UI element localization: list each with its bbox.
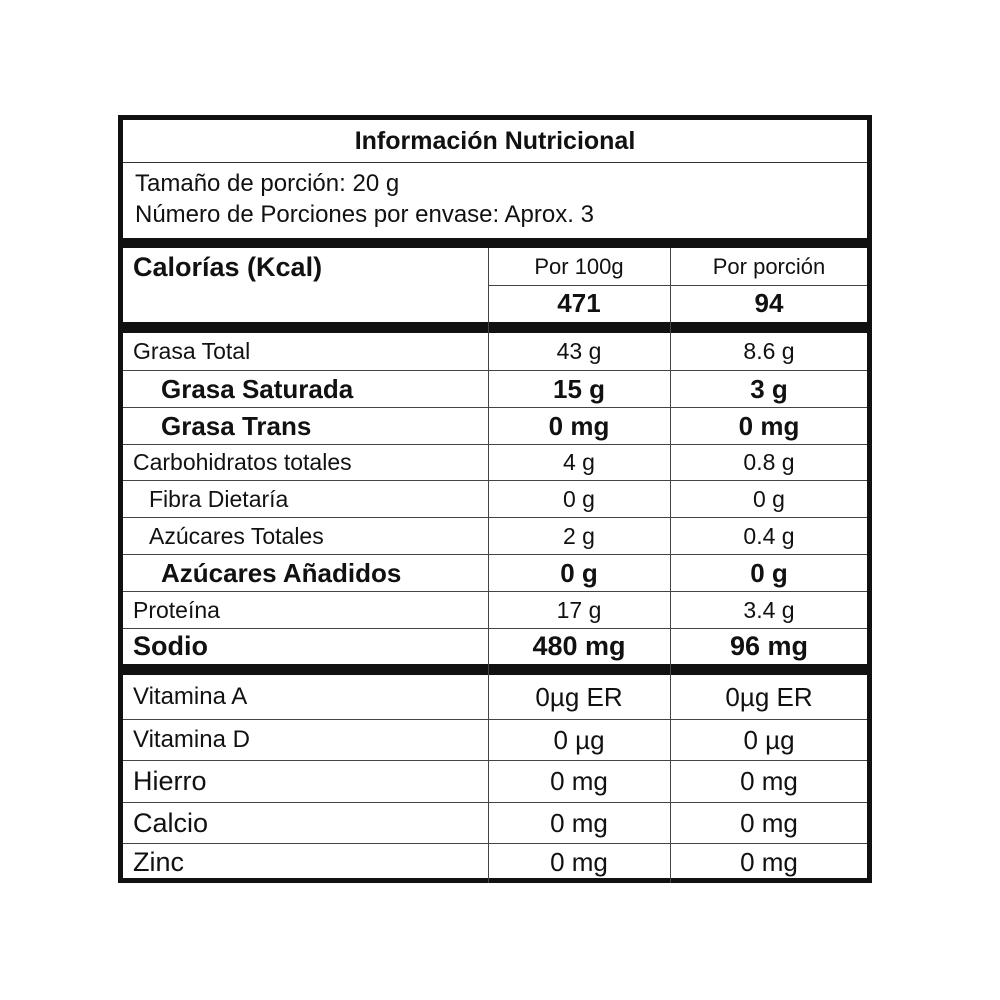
mineral-row-zinc (123, 844, 867, 880)
vitamin-per-100g: 0 µg (553, 724, 605, 755)
nutrient-row-grasa-total (123, 333, 867, 370)
calories-per-serving: 94 (754, 288, 784, 318)
mineral-row-hierro (123, 761, 867, 802)
nutrient-name: Azúcares Totales (149, 522, 324, 549)
nutrient-per-100g: 480 mg (532, 631, 626, 661)
servings-per-container: Número de Porciones por envase: Aprox. 3 (135, 201, 594, 228)
nutrient-per-serving: 3 g (750, 373, 788, 404)
vitamin-per-100g: 0 mg (550, 807, 608, 838)
vitamin-name: Zinc (133, 846, 185, 877)
nutrient-row-grasa-trans (123, 408, 867, 444)
nutrient-per-100g: 4 g (563, 449, 595, 475)
vitamin-per-serving: 0 µg (743, 724, 795, 755)
nutrient-per-serving: 96 mg (729, 631, 809, 661)
vitamin-per-100g: 0µg ER (535, 681, 623, 712)
label-title: Información Nutricional (123, 120, 867, 163)
thick-divider (123, 664, 867, 675)
nutrient-per-serving: 0 g (753, 485, 785, 512)
column-header-per-100g: Por 100g (534, 254, 624, 279)
nutrient-per-100g: 0 g (560, 557, 598, 588)
nutrient-name: Azúcares Añadidos (161, 557, 402, 588)
vitamin-per-serving: 0 mg (740, 766, 798, 796)
calories-per-100g: 471 (557, 288, 601, 318)
vitamin-per-serving: 0 mg (740, 807, 798, 838)
nutrient-row-grasa-saturada (123, 371, 867, 407)
vitamin-per-serving: 0 mg (740, 846, 798, 877)
nutrition-facts-label (118, 115, 872, 883)
nutrient-row-azucares-anadidos (123, 555, 867, 591)
nutrient-row-carbohidratos (123, 445, 867, 480)
nutrient-per-serving: 8.6 g (743, 338, 795, 364)
nutrient-per-100g: 0 g (563, 485, 595, 512)
nutrient-row-fibra (123, 481, 867, 517)
thick-divider (123, 238, 867, 248)
nutrient-per-100g: 43 g (556, 338, 602, 364)
calories-label: Calorías (Kcal) (133, 252, 323, 282)
nutrient-per-serving: 0 mg (738, 410, 800, 441)
nutrient-name: Grasa Trans (161, 410, 312, 441)
mineral-row-calcio (123, 803, 867, 843)
nutrient-name: Grasa Total (133, 338, 251, 364)
nutrient-per-serving: 3.4 g (743, 596, 795, 623)
vitamin-row-a (123, 675, 867, 719)
nutrient-name: Sodio (133, 631, 208, 661)
nutrient-row-sodio (123, 629, 867, 664)
thick-divider (123, 322, 867, 333)
nutrient-name: Carbohidratos totales (133, 449, 352, 475)
vitamin-per-100g: 0 mg (550, 766, 608, 796)
serving-info (135, 168, 594, 230)
nutrient-name: Grasa Saturada (161, 373, 354, 404)
nutrient-per-serving: 0.4 g (743, 522, 795, 549)
nutrient-per-100g: 15 g (552, 373, 606, 404)
vitamin-name: Calcio (133, 807, 209, 838)
nutrient-name: Proteína (133, 596, 220, 623)
nutrient-name: Fibra Dietaría (149, 485, 289, 512)
nutrient-per-100g: 0 mg (548, 410, 610, 441)
serving-size: Tamaño de porción: 20 g (135, 170, 400, 197)
column-header-per-serving: Por porción (712, 254, 826, 279)
nutrient-row-azucares-totales (123, 518, 867, 554)
vitamin-name: Vitamina D (133, 726, 250, 753)
nutrient-per-100g: 2 g (563, 522, 595, 549)
vitamin-row-d (123, 720, 867, 760)
nutrient-per-serving: 0.8 g (743, 449, 795, 475)
vitamin-per-serving: 0µg ER (725, 681, 813, 712)
nutrient-per-serving: 0 g (750, 557, 788, 588)
nutrient-row-proteina (123, 592, 867, 628)
vitamin-name: Hierro (133, 766, 207, 796)
nutrient-per-100g: 17 g (556, 596, 602, 623)
vitamin-name: Vitamina A (133, 683, 248, 710)
vitamin-per-100g: 0 mg (550, 846, 608, 877)
